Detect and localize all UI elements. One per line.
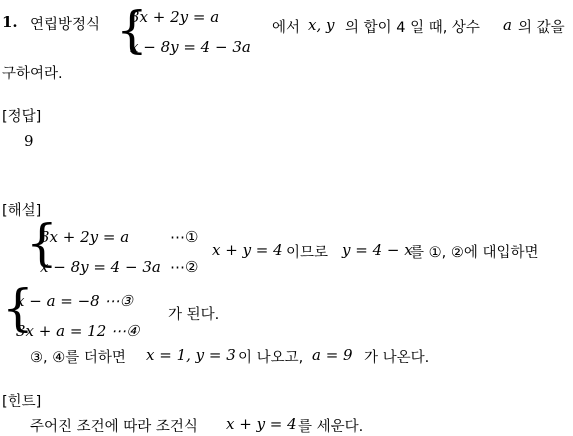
solution-final-d: a = 9	[312, 346, 353, 364]
problem-cond-d: a	[503, 16, 512, 34]
solution-label: [해설]	[2, 203, 42, 219]
solution-sys2-eq1: x − a = −8 ⋯③	[16, 292, 133, 310]
solution-brace-2: {	[2, 279, 34, 337]
problem-number: 1.	[2, 13, 18, 31]
solution-sys1-text-c: y = 4 − x	[342, 241, 413, 259]
solution-final-a: ③, ④를 더하면	[30, 350, 126, 366]
hint-label: [힌트]	[2, 394, 42, 410]
hint-text-b: x + y = 4	[226, 415, 297, 433]
answer-label: [정답]	[2, 109, 42, 125]
problem-cond-c: 의 합이 4 일 때, 상수	[345, 20, 480, 36]
solution-sys1-text-d: 를 ①, ②에 대입하면	[410, 245, 539, 261]
hint-text-c: 를 세운다.	[298, 419, 364, 435]
hint-text-a: 주어진 조건에 따라 조건식	[30, 419, 198, 435]
solution-final-e: 가 나온다.	[364, 350, 430, 366]
solution-sys1-eq2: x − 8y = 4 − 3a	[40, 258, 161, 276]
solution-sys1-text-b: 이므로	[286, 245, 329, 261]
solution-sys2-text: 가 된다.	[168, 307, 220, 323]
problem-line2: 구하여라.	[2, 66, 63, 82]
solution-sys1-eq1: 3x + 2y = a	[40, 228, 130, 246]
problem-cond-b: x, y	[308, 16, 335, 34]
problem-eq1: 3x + 2y = a	[130, 8, 220, 26]
solution-sys1-eq1-mark: ⋯①	[170, 228, 199, 246]
answer-value: 9	[24, 132, 34, 150]
problem-cond-a: 에서	[272, 20, 301, 36]
solution-final-c: 이 나오고,	[238, 350, 304, 366]
solution-sys1-eq2-mark: ⋯②	[170, 258, 199, 276]
system-brace: {	[116, 1, 148, 59]
problem-eq2: x − 8y = 4 − 3a	[130, 38, 251, 56]
problem-cond-e: 의 값을	[518, 20, 565, 36]
solution-brace-1: {	[26, 214, 58, 272]
solution-sys1-text-a: x + y = 4	[212, 241, 283, 259]
solution-sys2-eq2: 3x + a = 12 ⋯④	[16, 322, 140, 340]
problem-intro: 연립방정식	[30, 17, 101, 33]
solution-final-b: x = 1, y = 3	[146, 346, 236, 364]
